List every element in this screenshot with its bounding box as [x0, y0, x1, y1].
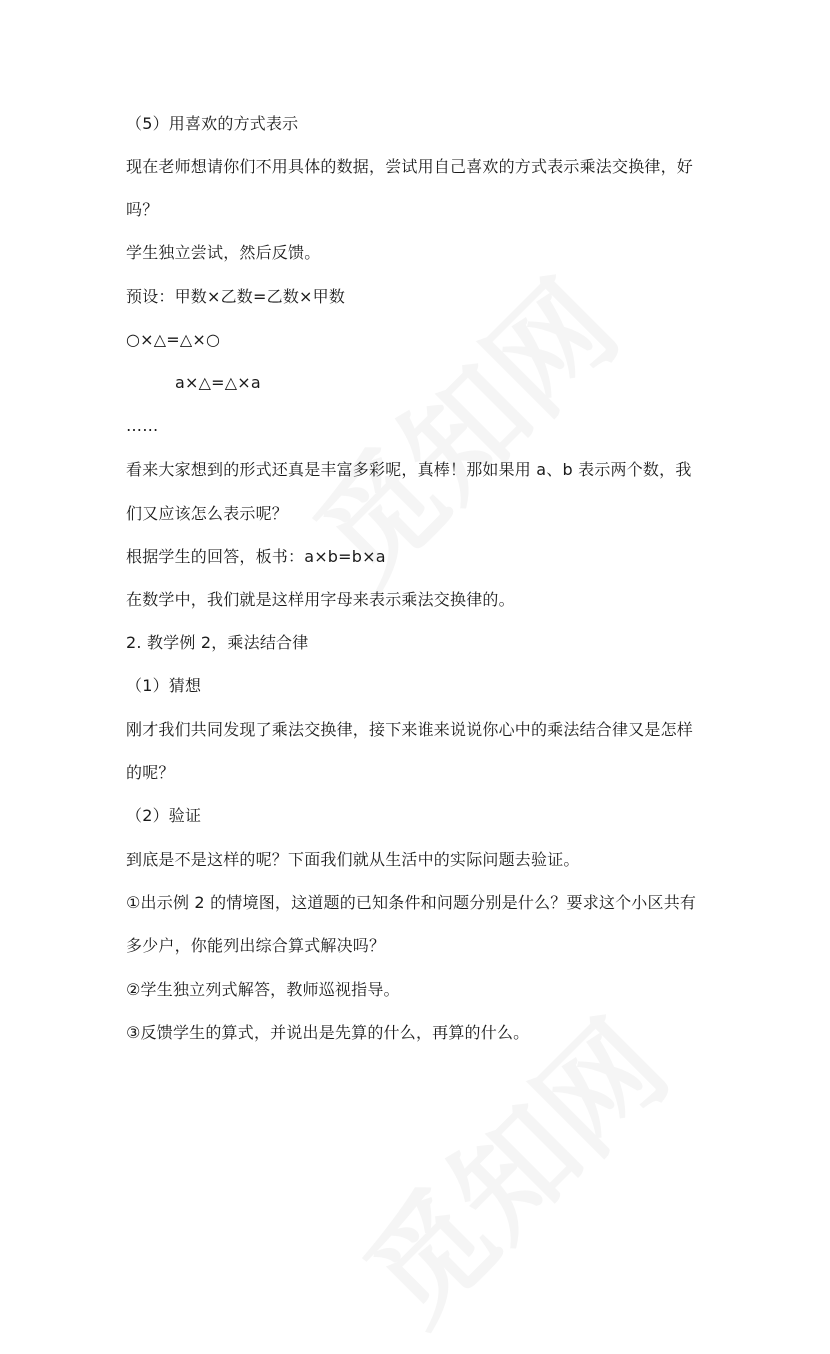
paragraph-line: （1）猜想 — [126, 676, 202, 695]
paragraph-line: 预设：甲数×乙数=乙数×甲数 — [126, 287, 346, 306]
paragraph-line: ②学生独立列式解答，教师巡视指导。 — [126, 980, 400, 999]
paragraph-line: 学生独立尝试，然后反馈。 — [126, 243, 321, 262]
paragraph-line: 根据学生的回答，板书：a×b=b×a — [126, 547, 386, 566]
paragraph-line: （2）验证 — [126, 806, 202, 825]
paragraph-line: a×△=△×a — [175, 373, 261, 392]
paragraph-line: ③反馈学生的算式，并说出是先算的什么，再算的什么。 — [126, 1023, 530, 1042]
paragraph-line: 们又应该怎么表示呢？ — [126, 504, 289, 523]
paragraph-line: ○×△=△×○ — [126, 330, 221, 349]
paragraph-line: 到底是不是这样的呢？下面我们就从生活中的实际问题去验证。 — [126, 850, 580, 869]
paragraph-line: 在数学中，我们就是这样用字母来表示乘法交换律的。 — [126, 590, 515, 609]
paragraph-line: 现在老师想请你们不用具体的数据，尝试用自己喜欢的方式表示乘法交换律，好 — [126, 157, 694, 176]
paragraph-line: 2. 教学例 2，乘法结合律 — [126, 633, 309, 652]
paragraph-line: 多少户，你能列出综合算式解决吗？ — [126, 936, 386, 955]
paragraph-line: …… — [126, 416, 159, 435]
paragraph-line: 的呢？ — [126, 763, 175, 782]
paragraph-line: 吗？ — [126, 200, 159, 219]
paragraph-line: 看来大家想到的形式还真是丰富多彩呢，真棒！那如果用 a、b 表示两个数，我 — [126, 460, 692, 479]
paragraph-line: （5）用喜欢的方式表示 — [126, 114, 299, 133]
paragraph-line: ①出示例 2 的情境图，这道题的已知条件和问题分别是什么？要求这个小区共有 — [126, 893, 697, 912]
paragraph-line: 刚才我们共同发现了乘法交换律，接下来谁来说说你心中的乘法结合律又是怎样 — [126, 720, 694, 739]
